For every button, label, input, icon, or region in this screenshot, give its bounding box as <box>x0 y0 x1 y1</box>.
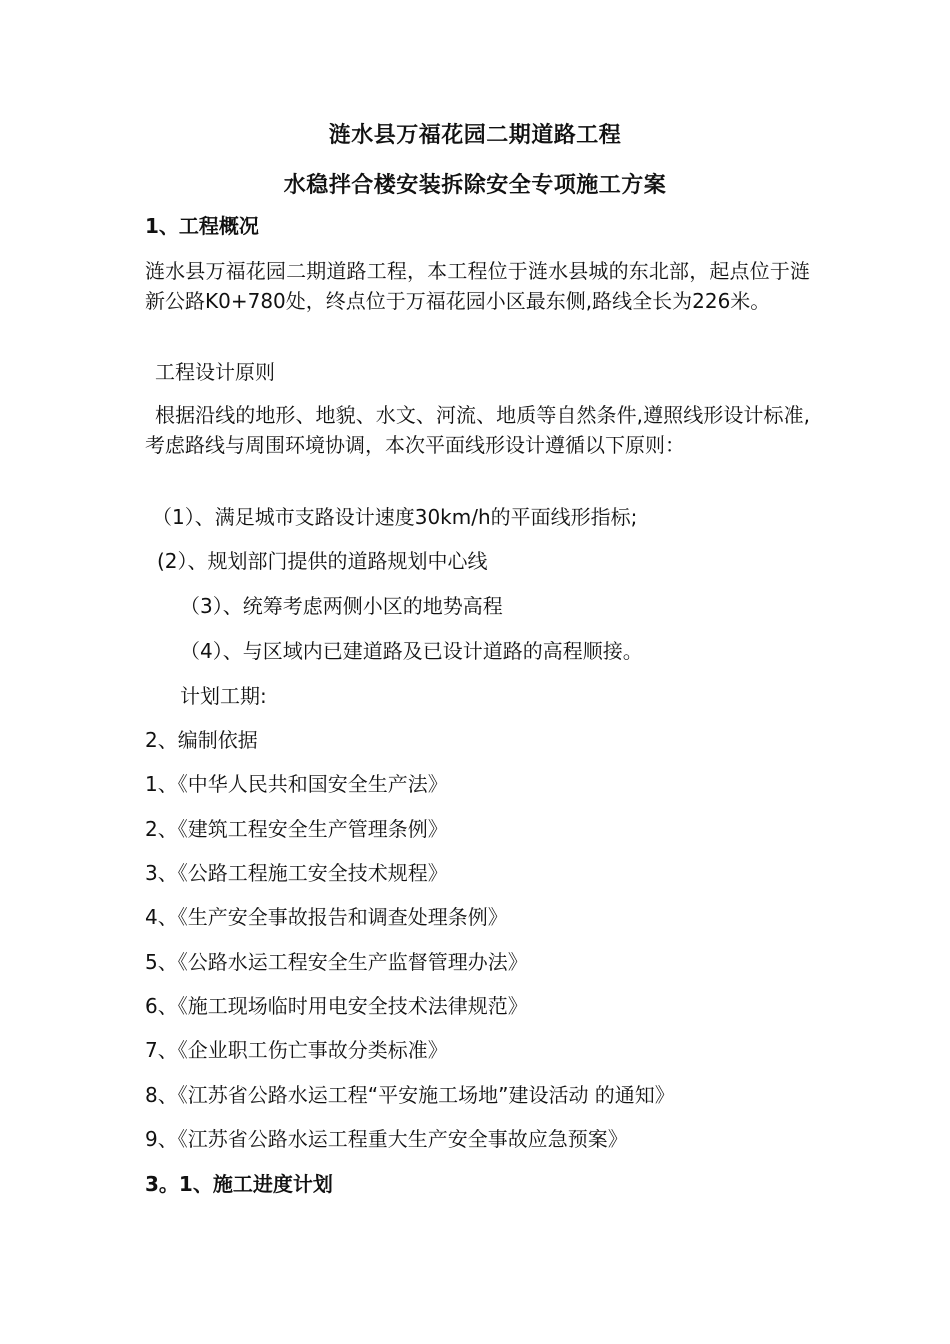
principle-item-2: (2）、规划部门提供的道路规划中心线 <box>157 549 488 573</box>
section-2-heading: 2、编制依据 <box>145 728 258 752</box>
schedule-label: 计划工期: <box>180 684 267 708</box>
document-title-line-2: 水稳拌合楼安装拆除安全专项施工方案 <box>283 173 667 198</box>
reference-item: 8、《江苏省公路水运工程“平安施工场地”建设活动 的通知》 <box>145 1083 675 1107</box>
principle-item-1: （1）、满足城市支路设计速度30km/h的平面线形指标; <box>152 505 638 529</box>
section-3-heading: 3。1、施工进度计划 <box>145 1172 333 1196</box>
reference-item: 4、《生产安全事故报告和调查处理条例》 <box>145 905 508 929</box>
section-1-heading: 1、工程概况 <box>145 214 259 238</box>
design-principles-heading: 工程设计原则 <box>155 360 275 384</box>
design-principles-paragraph: 根据沿线的地形、地貌、水文、河流、地质等自然条件,遵照线形设计标准,考虑路线与周围环境协调，本次平面线形设计遵循以下原则： <box>145 403 810 457</box>
document-title-line-1: 涟水县万福花园二期道路工程 <box>328 123 622 148</box>
reference-item: 5、《公路水运工程安全生产监督管理办法》 <box>145 950 528 974</box>
reference-item: 1、《中华人民共和国安全生产法》 <box>145 772 448 796</box>
reference-item: 7、《企业职工伤亡事故分类标准》 <box>145 1038 448 1062</box>
reference-item: 3、《公路工程施工安全技术规程》 <box>145 861 448 885</box>
reference-item: 9、《江苏省公路水运工程重大生产安全事故应急预案》 <box>145 1127 628 1151</box>
principle-item-3: （3）、统筹考虑两侧小区的地势高程 <box>180 594 503 618</box>
reference-item: 6、《施工现场临时用电安全技术法律规范》 <box>145 994 528 1018</box>
reference-item: 2、《建筑工程安全生产管理条例》 <box>145 817 448 841</box>
principle-item-4: （4）、与区域内已建道路及已设计道路的高程顺接。 <box>180 639 643 663</box>
overview-paragraph: 涟水县万福花园二期道路工程，本工程位于涟水县城的东北部，起点位于涟新公路K0+780处，终点位于万福花园小区最东侧,路线全长为226米。 <box>145 259 810 313</box>
